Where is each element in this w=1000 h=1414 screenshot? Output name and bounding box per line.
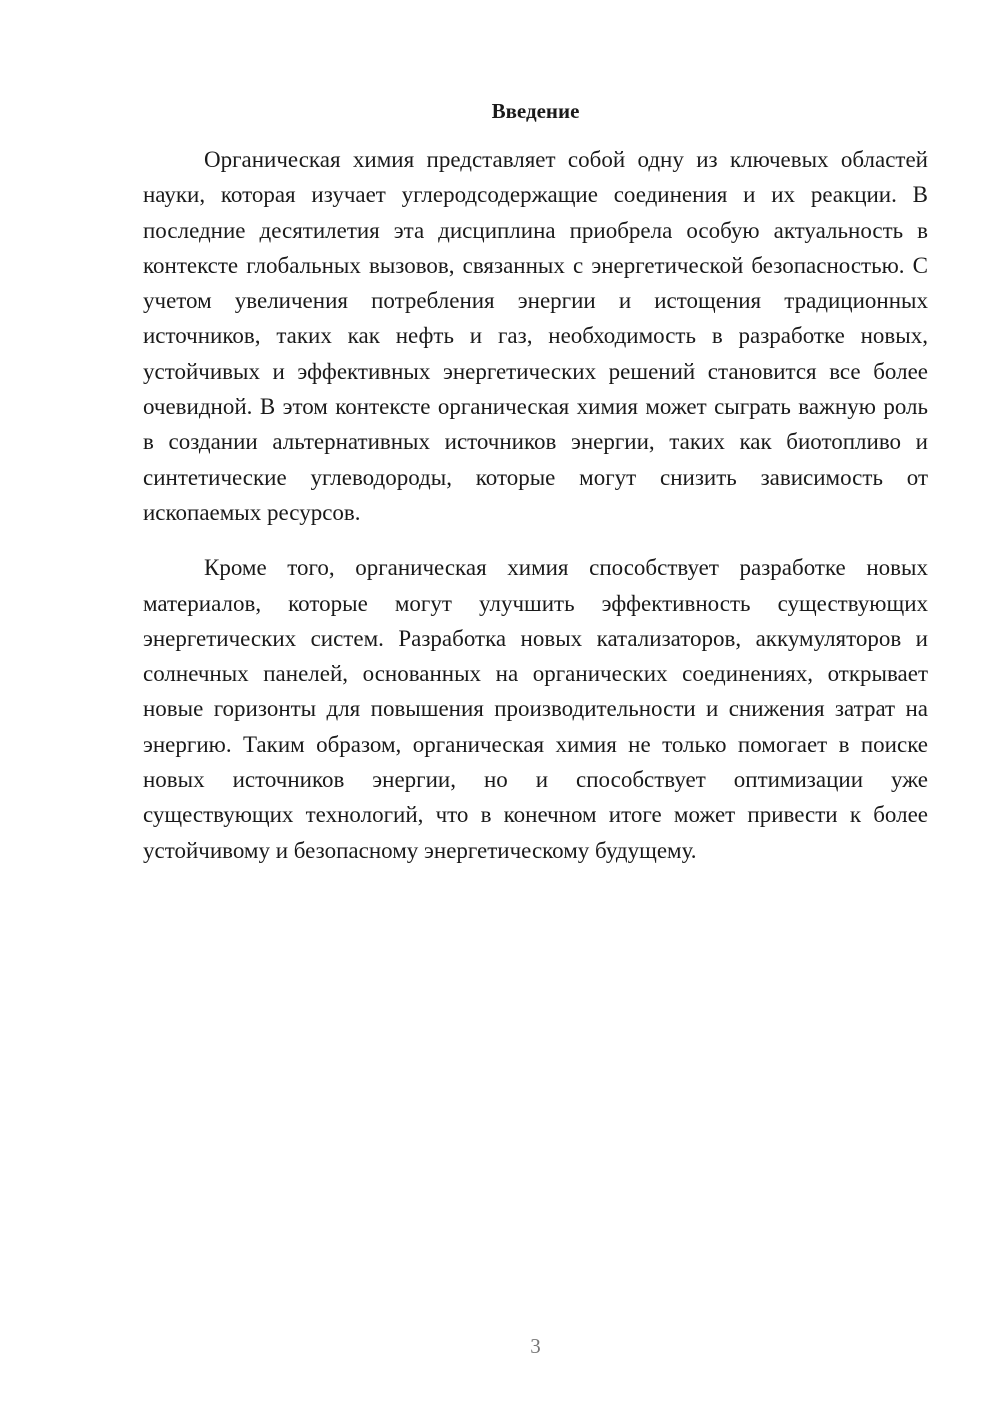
- body-text: [143, 142, 928, 868]
- paragraph-intro: Органическая химия представляет собой одну из ключевых областей науки, которая изучает углеродсодержащие соединения и их реакции. В последние десятилетия эта дисциплина приобрела особую актуальность в контексте глобальных вызовов, связанных с энергетической безопасностью. С учетом увеличения потребления энергии и истощения традиционных источников, таких как нефть и газ, необходимость в разработке новых, устойчивых и эффективных энергетических решений становится все более очевидной. В этом контексте органическая химия может сыграть важную роль в создании альтернативных источников энергии, таких как биотопливо и синтетические углеводороды, которые могут снизить зависимость от ископаемых ресурсов.: [143, 147, 928, 525]
- paragraph-materials: Кроме того, органическая химия способствует разработке новых материалов, которые могут улучшить эффективность существующих энергетических систем. Разработка новых катализаторов, аккумуляторов и солнечных панелей, основанных на органических соединениях, открывает новые горизонты для повышения производительности и снижения затрат на энергию. Таким образом, органическая химия не только помогает в поиске новых источников энергии, но и способствует оптимизации уже существующих технологий, что в конечном итоге может привести к более устойчивому и безопасному энергетическому будущему.: [143, 555, 928, 863]
- page-number: 3: [530, 1334, 541, 1358]
- section-heading: Введение: [491, 99, 580, 123]
